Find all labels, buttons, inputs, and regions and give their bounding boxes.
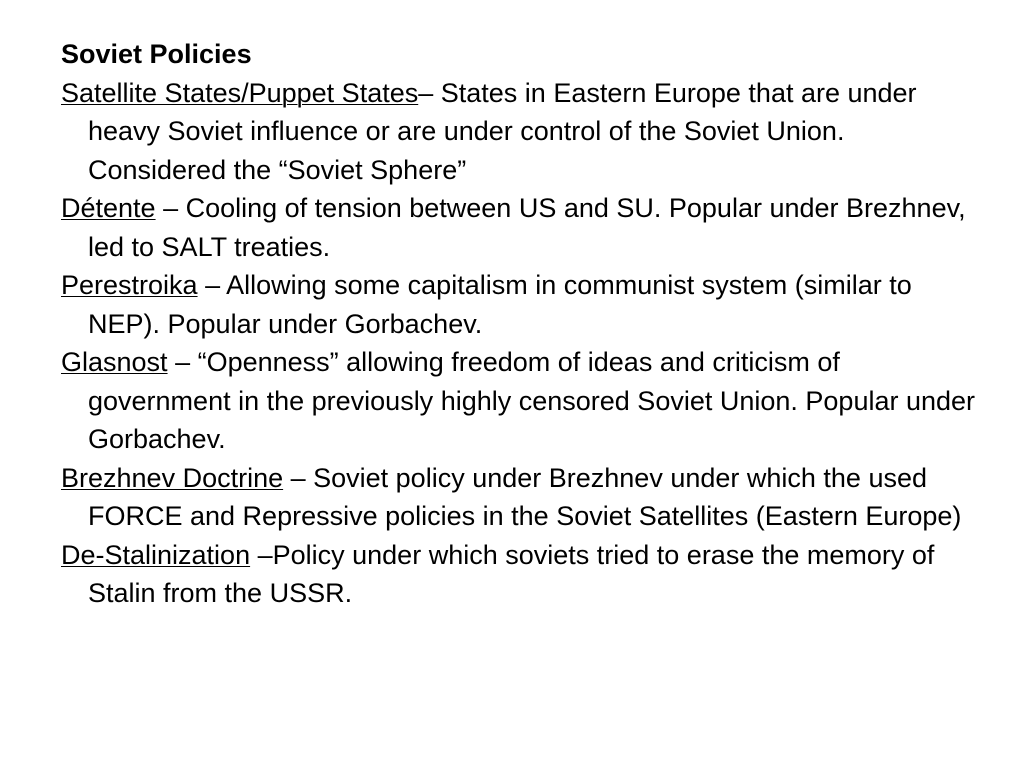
definition-de-stalinization: –Policy under which soviets tried to erase the memory of Stalin from the USSR. (88, 539, 935, 608)
term-detente: Détente (61, 193, 156, 223)
entry-perestroika (61, 266, 981, 343)
definition-satellite-states: – States in Eastern Europe that are under heavy Soviet influence or are under control of the Soviet Union. Considered the “Soviet Sphere” (88, 77, 917, 185)
term-satellite-states: Satellite States/Puppet States (61, 77, 419, 108)
entry-de-stalinization (61, 536, 981, 613)
term-de-stalinization: De-Stalinization (61, 539, 251, 570)
entry-satellite-states (61, 74, 981, 190)
slide-title: Soviet Policies (61, 39, 252, 69)
term-glasnost: Glasnost (61, 347, 168, 377)
definition-glasnost: – “Openness” allowing freedom of ideas and criticism of government in the previously highly censored Soviet Union. Popular under Gorbachev. (88, 347, 976, 454)
definition-brezhnev-doctrine: – Soviet policy under Brezhnev under which the used FORCE and Repressive policies in the Soviet Satellites (Eastern Europe) (88, 462, 962, 531)
entry-detente (61, 189, 981, 266)
definition-perestroika: – Allowing some capitalism in communist system (similar to NEP). Popular under Gorbachev. (88, 270, 912, 339)
slide-content (61, 35, 981, 613)
entry-brezhnev-doctrine (61, 459, 981, 536)
entry-glasnost (61, 343, 981, 459)
term-perestroika: Perestroika (61, 270, 198, 300)
term-brezhnev-doctrine: Brezhnev Doctrine (61, 462, 284, 493)
definition-detente: – Cooling of tension between US and SU. Popular under Brezhnev, led to SALT treaties. (88, 193, 966, 262)
